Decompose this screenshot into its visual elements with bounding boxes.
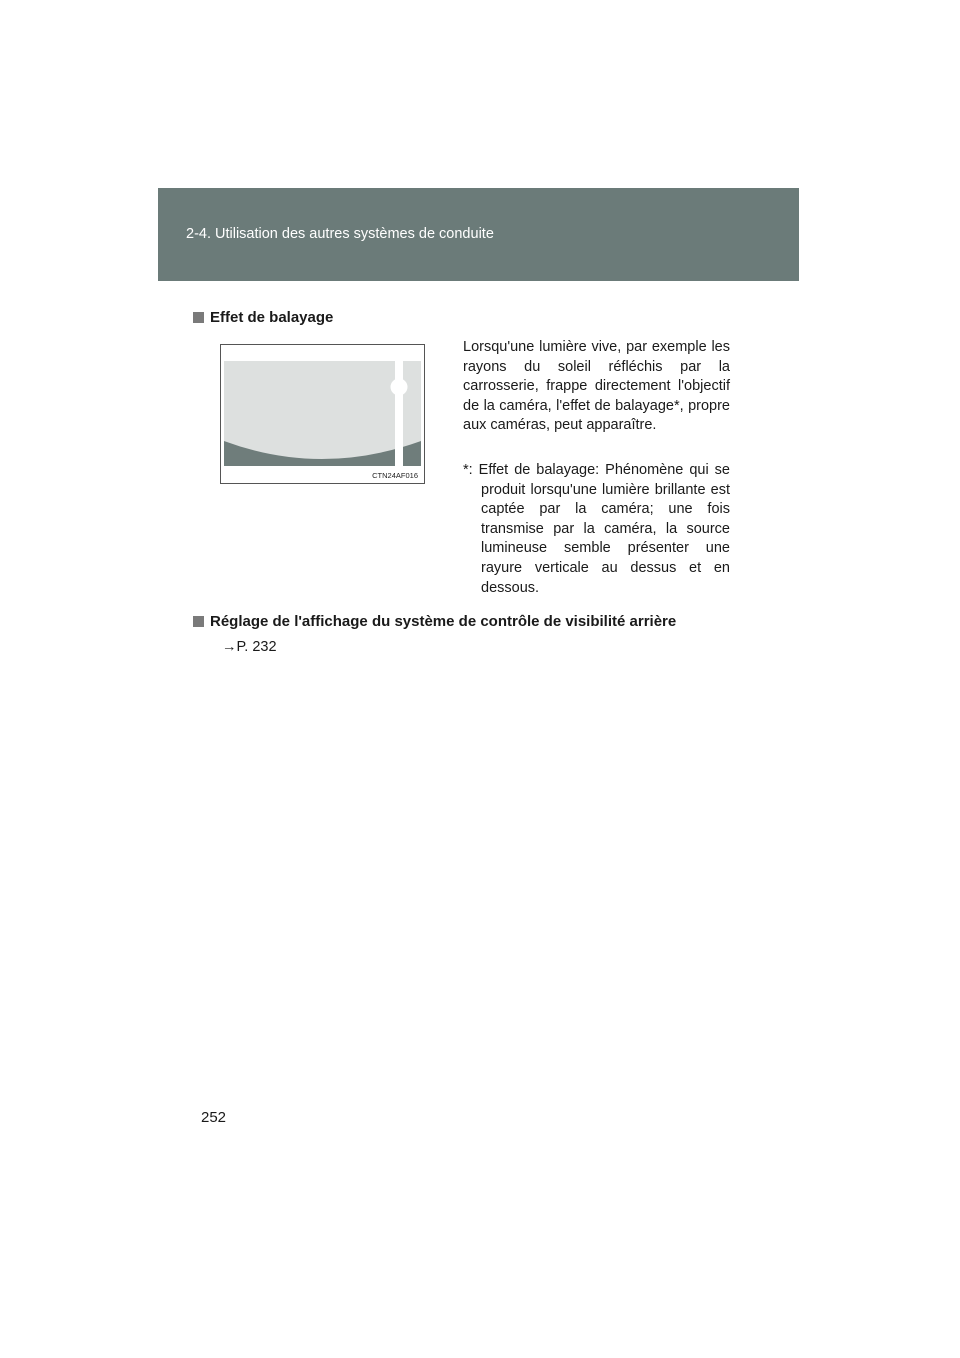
- light-source-icon: [391, 379, 408, 396]
- page-number: 252: [201, 1109, 227, 1126]
- smear-footnote: *: Effet de balayage: Phénomène qui se produit lorsqu'une lumière brillante est captée par la caméra; une fois transmise par la caméra, la source lumineuse semble présenter une rayure verticale au dessus et en dessous.: [463, 462, 730, 596]
- section-heading-display-adjust: [193, 613, 676, 630]
- camera-screen-drawing: [221, 345, 423, 482]
- section-heading-smear: [193, 309, 333, 326]
- vertical-smear-streak: [395, 361, 403, 466]
- chapter-title: 2-4. Utilisation des autres systèmes de conduite: [186, 226, 494, 242]
- smear-description-paragraph: Lorsqu'une lumière vive, par exemple les rayons du soleil réfléchis par la carrosserie, frappe directement l'objectif de la caméra, l'effet de balayage*, propre aux caméras, peut apparaître.: [463, 339, 730, 434]
- section-heading-text: Réglage de l'affichage du système de contrôle de visibilité arrière: [210, 613, 677, 630]
- chapter-header-band: [158, 188, 799, 281]
- square-bullet-icon: [193, 616, 204, 627]
- section-heading-text: Effet de balayage: [210, 309, 334, 326]
- illustration-code: CTN24AF016: [372, 471, 418, 480]
- square-bullet-icon: [193, 312, 204, 323]
- smear-effect-illustration: [220, 344, 425, 484]
- page-reference-link[interactable]: →P. 232: [222, 639, 277, 655]
